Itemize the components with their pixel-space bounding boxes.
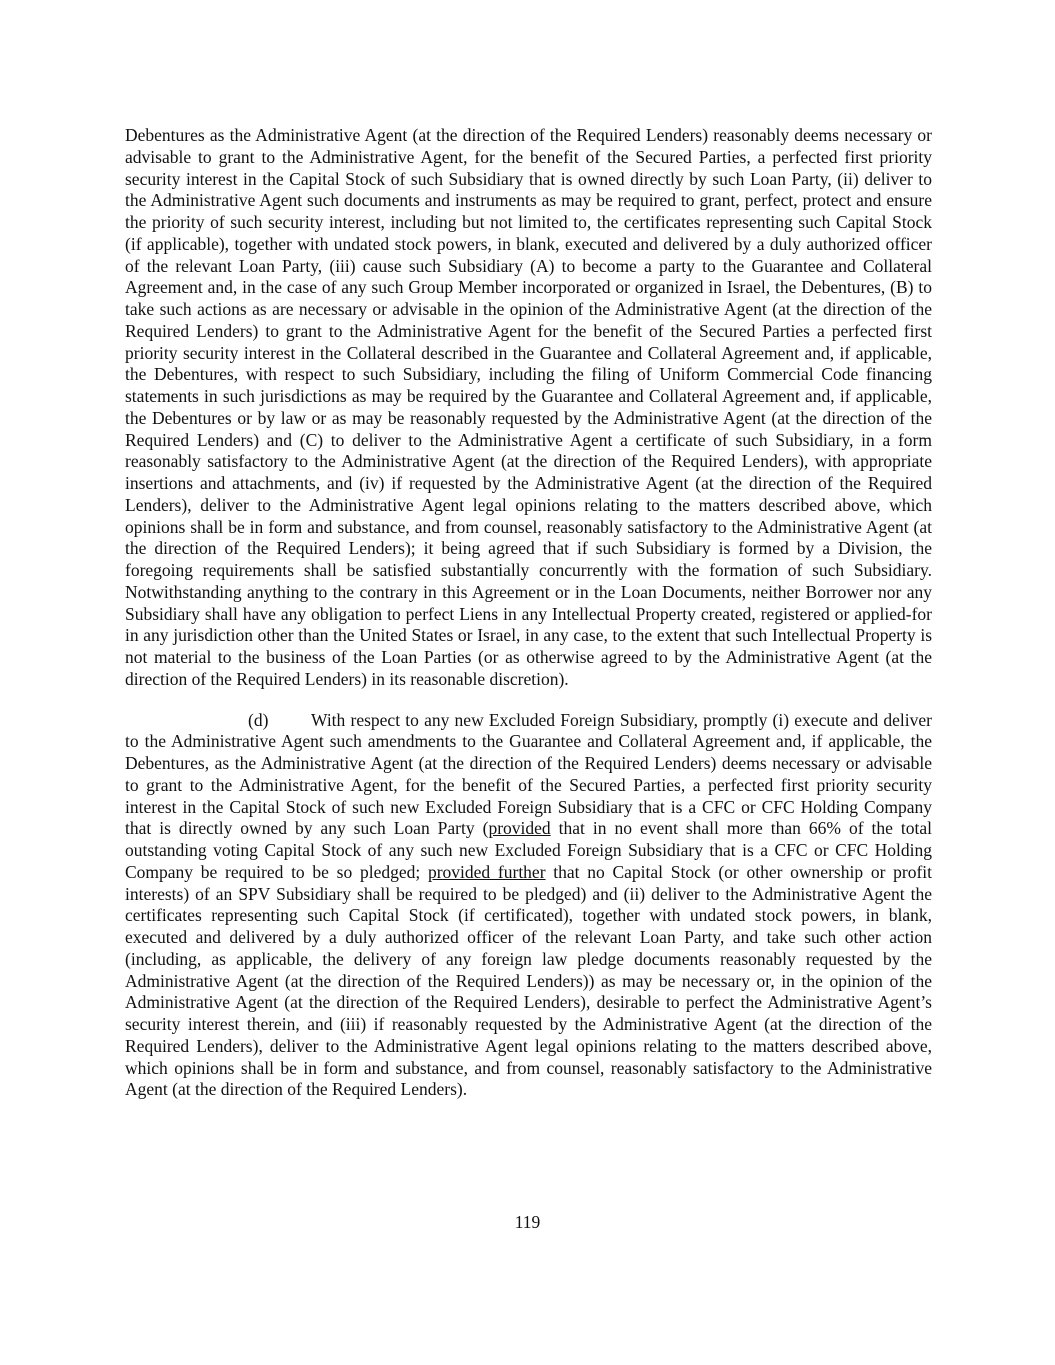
clause-d-text-part-1: With respect to any new Excluded Foreign Subsidiary, promptly (i) execute and deliver to the Administrative Agent such amendments to the Guarantee and Collateral Agreement and, if applicable, the Debentures, as the Administrative Agent (at the direction of the Required Lenders) deems necessary or advisable to grant to the Administrative Agent, for the benefit of the Secured Parties, a perfected first priority security interest in the Capital Stock of such new Excluded Foreign Subsidiary that is a CFC or CFC Holding Company that is directly owned by any such Loan Party ( <box>125 709 932 839</box>
clause-d-label: (d) <box>248 709 269 730</box>
page-number: 119 <box>514 1212 541 1232</box>
clause-d-text-part-2: that in no event shall more than 66% of the total outstanding voting Capital Stock of any such new Excluded Foreign Subsidiary that is a CFC or CFC Holding Company be required to be so pledged; <box>125 818 932 882</box>
defined-term-provided: provided <box>488 818 551 839</box>
paragraph-continued: Debentures as the Administrative Agent (at the direction of the Required Lenders) reasonably deems necessary or advisable to grant to the Administrative Agent, for the benefit of the Secured Parties, a perfected first priority security interest in the Capital Stock of such Subsidiary that is owned directly by such Loan Party, (ii) deliver to the Administrative Agent such documents and instruments as may be required to grant, perfect, protect and ensure the priority of such security interest, including but not limited to, the certificates representing such Capital Stock (if applicable), together with undated stock powers, in blank, executed and delivered by a duly authorized officer of the relevant Loan Party, (iii) cause such Subsidiary (A) to become a party to the Guarantee and Collateral Agreement and, in the case of any such Group Member incorporated or organized in Israel, the Debentures, (B) to take such actions as are necessary or advisable in the opinion of the Administrative Agent (at the direction of the Required Lenders) to grant to the Administrative Agent for the benefit of the Secured Parties a perfected first priority security interest in the Collateral described in the Guarantee and Collateral Agreement and, if applicable, the Debentures, with respect to such Subsidiary, including the filing of Uniform Commercial Code financing statements in such jurisdictions as may be required by the Guarantee and Collateral Agreement and, if applicable, the Debentures or by law or as may be reasonably requested by the Administrative Agent (at the direction of the Required Lenders) and (C) to deliver to the Administrative Agent a certificate of such Subsidiary, in a form reasonably satisfactory to the Administrative Agent (at the direction of the Required Lenders), with appropriate insertions and attachments, and (iv) if requested by the Administrative Agent (at the direction of the Required Lenders), deliver to the Administrative Agent legal opinions relating to the matters described above, which opinions shall be in form and substance, and from counsel, reasonably satisfactory to the Administrative Agent (at the direction of the Required Lenders); it being agreed that if such Subsidiary is formed by a Division, the foregoing requirements shall be satisfied substantially concurrently with the formation of such Subsidiary. Notwithstanding anything to the contrary in this Agreement or in the Loan Documents, neither Borrower nor any Subsidiary shall have any obligation to perfect Liens in any Intellectual Property created, registered or applied-for in any jurisdiction other than the United States or Israel, in any case, to the extent that such Intellectual Property is not material to the business of the Loan Parties (or as otherwise agreed to by the Administrative Agent (at the direction of the Required Lenders) in its reasonable discretion). <box>125 125 932 689</box>
defined-term-provided-further: provided further <box>427 861 546 882</box>
clause-d-text-part-3: that no Capital Stock (or other ownership or profit interests) of an SPV Subsidiary shall be required to be pledged) and (ii) deliver to the Administrative Agent the certificates representing such Capital Stock (if certificated), together with undated stock powers, in blank, executed and delivered by a duly authorized officer of the relevant Loan Party, and take such other action (including, as applicable, the delivery of any foreign law pledge documents reasonably requested by the Administrative Agent (at the direction of the Required Lenders)) as may be necessary or, in the opinion of the Administrative Agent (at the direction of the Required Lenders), desirable to perfect the Administrative Agent’s security interest therein, and (iii) if reasonably requested by the Administrative Agent (at the direction of the Required Lenders), deliver to the Administrative Agent legal opinions relating to the matters described above, which opinions shall be in form and substance, and from counsel, reasonably satisfactory to the Administrative Agent (at the direction of the Required Lenders). <box>125 861 933 1100</box>
document-body <box>125 125 932 1101</box>
clause-d-paragraph <box>125 710 932 1102</box>
